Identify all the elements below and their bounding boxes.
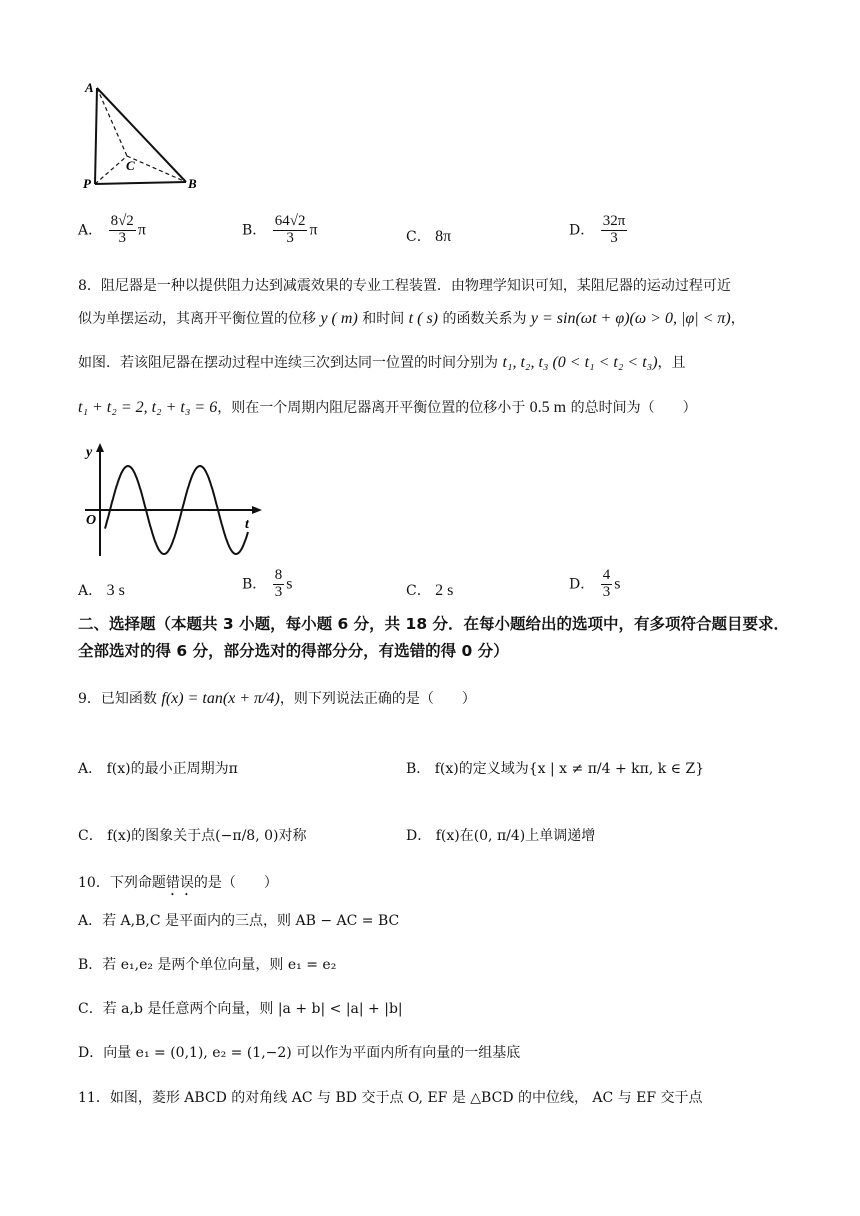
- option-letter: A．: [78, 761, 103, 777]
- label-c: C: [126, 158, 135, 173]
- q8-option-d[interactable]: [569, 568, 620, 601]
- q10-option-a[interactable]: A．若 A,B,C 是平面内的三点，则 AB − AC = BC: [78, 913, 400, 929]
- q9-option-c[interactable]: [78, 825, 306, 845]
- frac-den: 3: [274, 583, 283, 600]
- frac-den: 3: [610, 229, 618, 246]
- text: 的总时间为（ ）: [570, 400, 697, 416]
- q8-option-c[interactable]: [406, 580, 453, 600]
- edge-pb: [95, 182, 186, 184]
- text: 如图．若该阻尼器在摆动过程中连续三次到达同一位置的时间分别为: [78, 355, 498, 371]
- formula: f(x) = tan(x + π/4): [161, 690, 280, 707]
- edge-ap: [95, 88, 97, 184]
- q8-line4: [78, 397, 697, 417]
- option-text: f(x)的定义域为{x | x ≠ π/4 + kπ, k ∈ Z}: [434, 761, 705, 777]
- frac-num: 8√2: [110, 213, 134, 229]
- unit: s: [614, 575, 621, 593]
- text: 似为单摆运动，其离开平衡位置的位移: [78, 311, 316, 327]
- text: ，则下列说法正确的是（ ）: [279, 691, 476, 707]
- t-label: t: [245, 517, 249, 532]
- emphasis-text: 错误: [165, 875, 194, 891]
- q7-option-c[interactable]: [406, 226, 451, 246]
- pyramid-figure: [80, 78, 210, 198]
- pi-symbol: π: [309, 221, 318, 239]
- frac-den: 3: [602, 583, 611, 600]
- frac-num: 64√2: [274, 213, 306, 229]
- formula: y = sin(ωt + φ)(ω > 0, |φ| < π): [530, 310, 731, 327]
- frac-num: 4: [602, 567, 611, 583]
- o-label: O: [86, 513, 97, 528]
- y-axis-arrow: [96, 443, 104, 452]
- edge-cb: [127, 156, 186, 182]
- q9-stem: [78, 688, 476, 708]
- option-letter: A．: [78, 583, 103, 599]
- option-letter: D．: [406, 828, 432, 844]
- q11-stem: 11．如图，菱形 ABCD 的对角线 AC 与 BD 交于点 O, EF 是 △BCD 的中位线， AC 与 EF 交于点: [78, 1090, 703, 1106]
- option-letter: D．: [569, 576, 595, 593]
- option-value: 8π: [435, 228, 452, 245]
- q9-option-d[interactable]: [406, 825, 595, 845]
- q10-stem: [78, 872, 278, 899]
- text: ，且: [657, 355, 686, 371]
- option-text: f(x)的最小正周期为π: [106, 761, 238, 777]
- value: 0.5 m: [529, 399, 567, 416]
- q8-option-b[interactable]: [242, 568, 292, 601]
- q10-option-d[interactable]: D．向量 e₁ = (0,1), e₂ = (1,−2) 可以作为平面内所有向量的一组基底: [78, 1045, 521, 1061]
- option-letter: A．: [78, 222, 103, 239]
- text: ，则在一个周期内阻尼器离开平衡位置的位移小于: [217, 400, 526, 416]
- edge-pc: [95, 156, 127, 184]
- option-value: 3 s: [106, 582, 125, 599]
- text: 的是（ ）: [193, 875, 278, 891]
- frac-den: 3: [286, 229, 294, 246]
- label-a: A: [85, 80, 94, 95]
- q7-option-d[interactable]: [569, 214, 629, 247]
- formula: t₁ + t₂ = 2, t₂ + t₃ = 6: [78, 399, 218, 416]
- t-unit: t ( s): [408, 310, 438, 327]
- t-axis-arrow: [252, 506, 262, 514]
- y-unit: y ( m): [320, 310, 358, 327]
- label-p: P: [83, 176, 91, 191]
- frac-num: 8: [274, 567, 283, 583]
- text: 9．已知函数: [78, 691, 157, 707]
- option-letter: B．: [406, 761, 431, 777]
- sine-graph: [80, 438, 270, 563]
- section2-title: 二、选择题（本题共 3 小题，每小题 6 分，共 18 分．在每小题给出的选项中，有多项符合题目要求．全部选对的得 6 分，部分选对的得部分分，有选错的得 0 分）: [78, 615, 790, 660]
- text: 和时间: [362, 311, 405, 327]
- option-letter: B．: [242, 576, 267, 593]
- q7-option-b[interactable]: [242, 214, 318, 247]
- y-label: y: [86, 445, 93, 460]
- q8-option-a[interactable]: [78, 580, 125, 600]
- option-letter: D．: [569, 222, 595, 239]
- q9-option-b[interactable]: [406, 758, 704, 778]
- frac-den: 3: [118, 229, 126, 246]
- formula: t₁, t₂, t₃ (0 < t₁ < t₂ < t₃): [502, 354, 658, 371]
- text: 10．下列命题: [78, 875, 166, 891]
- q9-option-a[interactable]: [78, 758, 238, 778]
- q7-option-a[interactable]: [78, 214, 146, 247]
- option-letter: C．: [406, 229, 431, 245]
- q8-line2: [78, 308, 745, 328]
- option-letter: B．: [242, 222, 267, 239]
- label-b: B: [188, 176, 197, 191]
- option-letter: C．: [406, 583, 431, 599]
- unit: s: [286, 575, 293, 593]
- q10-option-c[interactable]: C．若 a,b 是任意两个向量，则 |a + b| < |a| + |b|: [78, 1001, 403, 1017]
- option-text: f(x)的图象关于点(−π/8, 0)对称: [107, 828, 307, 844]
- q8-line1: 8．阻尼器是一种以提供阻力达到减震效果的专业工程装置．由物理学知识可知，某阻尼器的运动过程可近: [78, 278, 731, 294]
- text: 的函数关系为: [442, 311, 527, 327]
- edge-ac: [97, 88, 127, 156]
- option-value: 2 s: [435, 582, 454, 599]
- q8-line3: [78, 352, 686, 372]
- frac-num: 32π: [602, 213, 626, 229]
- option-text: f(x)在(0, π/4)上单调递增: [435, 828, 596, 844]
- option-letter: C．: [78, 828, 103, 844]
- pi-symbol: π: [137, 221, 146, 239]
- edge-ab: [97, 88, 186, 182]
- text: ，: [730, 311, 745, 327]
- q10-option-b[interactable]: B．若 e₁,e₂ 是两个单位向量，则 e₁ = e₂: [78, 957, 337, 973]
